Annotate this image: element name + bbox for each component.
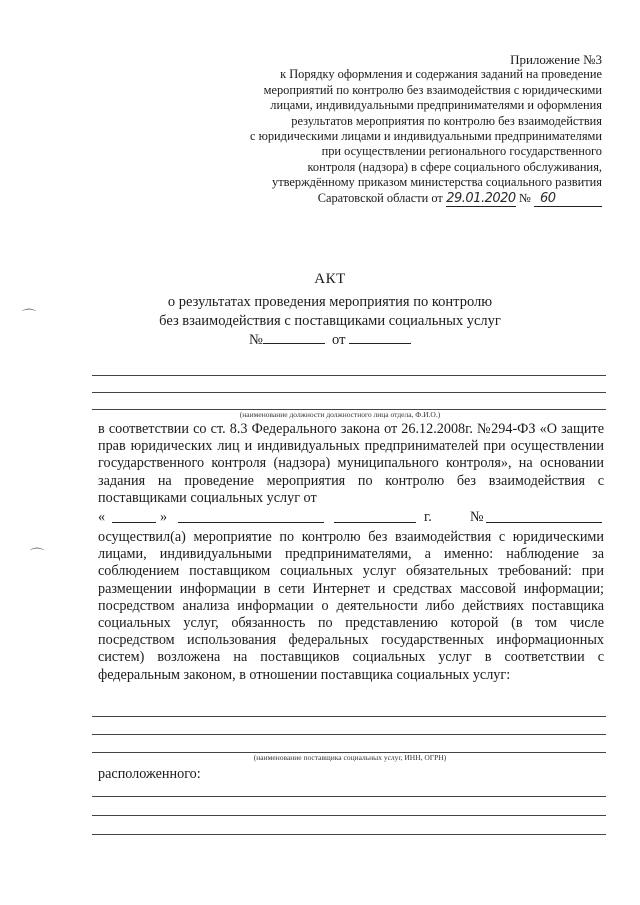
appendix-number-label: № <box>519 190 531 205</box>
act-date-field[interactable] <box>349 343 411 344</box>
task-details-row <box>98 509 604 527</box>
appendix-line: к Порядку оформления и содержания заданий на проведение <box>280 67 602 82</box>
address-line[interactable] <box>92 834 606 835</box>
quote-close: » <box>160 509 168 525</box>
year-suffix: г. <box>424 509 432 525</box>
appendix-line: с юридическими лицами и индивидуальными предпринимателями <box>250 129 602 144</box>
task-number-label: № <box>470 509 484 525</box>
handwritten-number: 60 <box>540 190 556 206</box>
address-line[interactable] <box>92 815 606 816</box>
act-subtitle: о результатах проведения мероприятия по контролю <box>167 294 493 310</box>
task-number-field[interactable] <box>486 509 602 523</box>
body-paragraph-2: осуществил(а) мероприятие по контролю без взаимодействия с юридическими лицами, индивидуальными предпринимателями, а именно: наблюдение за соблюдением поставщиком социальных услуг обязательных требований: при размещении информации в сети Интернет и средствах массовой информации; посредством анализа информации о деятельности либо действиях поставщика социальных услуг, обязанность по представлению которой (в том числе посредством использования федеральных государственных информационных систем) возложена на поставщиков социальных услуг в соответствии с федеральным законом, в отношении поставщика социальных услуг: <box>98 529 604 683</box>
quote-open: « <box>98 509 106 525</box>
act-number-field[interactable] <box>263 343 325 344</box>
act-number-label: № <box>248 332 263 348</box>
provider-caption: (наименование поставщика социальных услуг, ИНН, ОГРН) <box>253 753 447 762</box>
appendix-block <box>222 52 602 207</box>
appendix-order-line <box>222 191 602 207</box>
act-date-label: от <box>332 332 346 348</box>
official-caption: (наименование должности должностного лица отдела, Ф.И.О.) <box>239 410 441 419</box>
act-title: АКТ <box>314 271 346 287</box>
appendix-line: контроля (надзора) в сфере социального обслуживания, <box>307 159 602 174</box>
handwritten-date: 29.01.2020 <box>446 190 516 206</box>
appendix-line: при осуществлении регионального государственного <box>321 144 602 159</box>
provider-line[interactable] <box>92 734 606 735</box>
act-subtitle: без взаимодействия с поставщиками социальных услуг <box>159 313 501 329</box>
appendix-line: мероприятий по контролю без взаимодействия с юридическими <box>263 82 602 97</box>
appendix-order-prefix: Саратовской области от <box>317 190 443 205</box>
appendix-line: утверждённому приказом министерства социального развития <box>272 175 602 190</box>
task-year-field[interactable] <box>334 509 416 523</box>
body-paragraph-1: в соответствии со ст. 8.3 Федерального закона от 26.12.2008г. №294-ФЗ «О защите прав юридических лиц и индивидуальных предпринимателей при осуществлении государственного контроля (надзора) муниципального контроля», на основании задания на проведение мероприятия по контролю без взаимодействия с поставщиками социальных услуг от <box>98 421 604 506</box>
official-line[interactable] <box>92 375 606 376</box>
task-day-field[interactable] <box>112 509 156 523</box>
task-month-field[interactable] <box>178 509 324 523</box>
appendix-title: Приложение №3 <box>510 52 602 67</box>
margin-scan-mark: ⌒ <box>22 310 36 325</box>
official-line[interactable] <box>92 392 606 393</box>
address-line[interactable] <box>92 796 606 797</box>
appendix-line: результатов мероприятия по контролю без взаимодействия <box>291 113 602 128</box>
provider-line[interactable] <box>92 716 606 717</box>
act-title-block <box>130 270 530 350</box>
located-label: расположенного: <box>98 766 201 782</box>
margin-scan-mark: ⌒ <box>30 549 44 564</box>
act-number-row <box>130 331 530 350</box>
appendix-line: лицами, индивидуальными предпринимателями и оформления <box>270 98 602 113</box>
